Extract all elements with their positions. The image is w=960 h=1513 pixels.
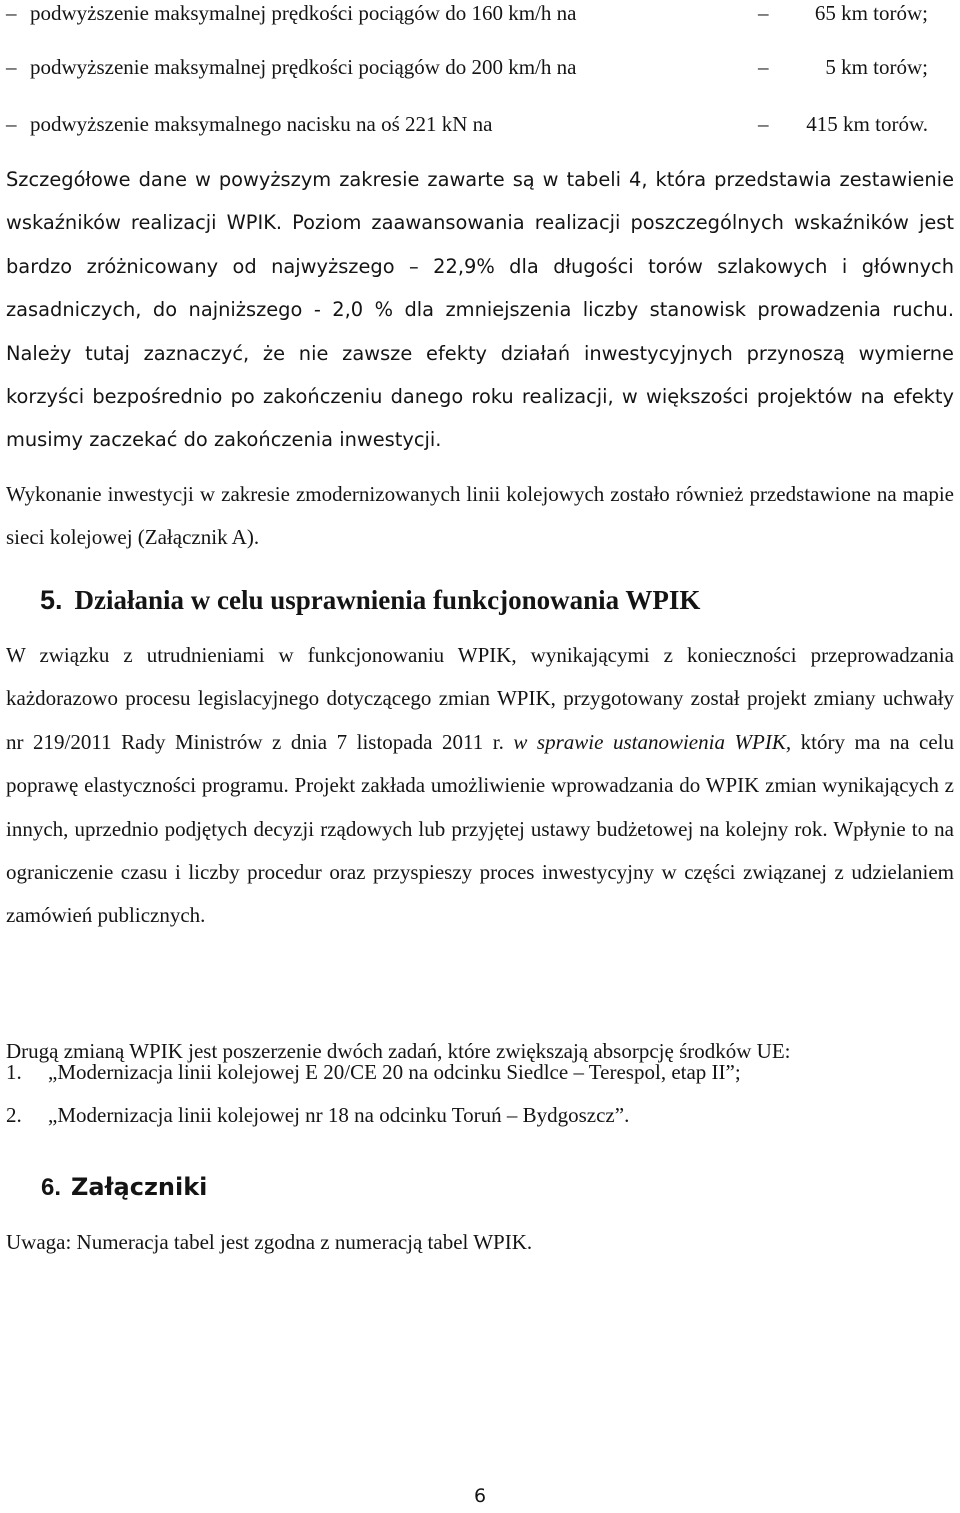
bullet-value: 65 km torów; <box>814 1 928 25</box>
paragraph-text: W związku z utrudnieniami w funkcjonowaniu WPIK, wynikającymi z konieczności przeprowadzania każdorazowo procesu legislacyjnego dotyczącego zmian WPIK, przygotowany został projekt zmiany uchwały nr 219/2011 Rady Ministrów z dnia 7 listopada 2011 r. <box>6 643 954 754</box>
section-number: 6. <box>41 1174 62 1201</box>
paragraph-note: Uwaga: Numeracja tabel jest zgodna z numeracją tabel WPIK. <box>6 1230 533 1254</box>
list-text: „Modernizacja linii kolejowej E 20/CE 20 na odcinku Siedlce – Terespol, etap II”; <box>48 1060 741 1084</box>
bullet-item <box>6 51 954 83</box>
paragraph-map-note: Wykonanie inwestycji w zakresie zmodernizowanych linii kolejowych zostało również przedstawione na mapie sieci kolejowej (Załącznik A). <box>6 482 954 550</box>
paragraph-text: Należy tutaj zaznaczyć, że nie zawsze efekty działań inwestycyjnych przynoszą wymierne korzyści bezpośrednio po zakończeniu danego roku realizacji, w większości projektów na efekty musimy zaczekać do zakończenia inwestycji. <box>6 341 954 452</box>
bullet-value-dash: – <box>758 112 769 136</box>
bullet-dash: – <box>6 112 17 136</box>
section-heading <box>41 1170 207 1205</box>
paragraph-second-change: Drugą zmianą WPIK jest poszerzenie dwóch zadań, które zwiększają absorpcję środków UE: <box>6 1039 791 1063</box>
list-text: „Modernizacja linii kolejowej nr 18 na odcinku Toruń – Bydgoszcz”. <box>48 1103 630 1127</box>
bullet-value-dash: – <box>758 55 769 79</box>
bullet-text: podwyższenie maksymalnego nacisku na oś 221 kN na <box>30 112 493 136</box>
paragraph-text: który ma na celu poprawę elastyczności programu. Projekt zakłada umożliwienie wprowadzania do WPIK zmian wynikających z innych, uprzednio podjętych decyzji rządowych lub przyjętej ustawy budżetowej na kolejny rok. Wpłynie to na ograniczenie czasu i liczby procedur oraz przyspieszy proces inwestycyjny w części związanej z udzielaniem zamówień publicznych. <box>6 729 955 928</box>
bullet-text: podwyższenie maksymalnej prędkości pociągów do 160 km/h na <box>30 1 577 25</box>
section-title: Załączniki <box>71 1173 208 1201</box>
page-number: 6 <box>473 1485 487 1507</box>
paragraph-text: Poziom zaawansowania realizacji poszczególnych wskaźników jest bardzo zróżnicowany od najwyższego – 22,9% dla długości torów szlakowych i głównych zasadniczych, do najniższego - 2,0 % dla zmniejszenia liczby stanowisk prowadzenia ruchu. <box>6 211 954 322</box>
bullet-item <box>6 108 954 140</box>
bullet-value-dash: – <box>758 1 769 25</box>
bullet-dash: – <box>6 55 17 79</box>
list-number: 1. <box>6 1060 22 1084</box>
paragraph-italic-text: w sprawie ustanowienia WPIK, <box>513 729 792 754</box>
bullet-dash: – <box>6 1 17 25</box>
paragraph-progress <box>6 158 954 462</box>
section-heading <box>40 583 700 617</box>
section-number: 5. <box>40 585 63 615</box>
paragraph-changes <box>6 634 954 938</box>
list-number: 2. <box>6 1103 22 1127</box>
bullet-text: podwyższenie maksymalnej prędkości pociągów do 200 km/h na <box>30 55 577 79</box>
paragraph-text: Szczegółowe dane w powyższym zakresie zawarte są w tabeli 4, która przedstawia zestawienie wskaźników realizacji WPIK. <box>6 168 954 235</box>
bullet-value: 415 km torów. <box>806 112 928 136</box>
bullet-item <box>6 0 954 29</box>
bullet-value: 5 km torów; <box>825 55 928 79</box>
section-title: Działania w celu usprawnienia funkcjonowania WPIK <box>74 585 701 615</box>
